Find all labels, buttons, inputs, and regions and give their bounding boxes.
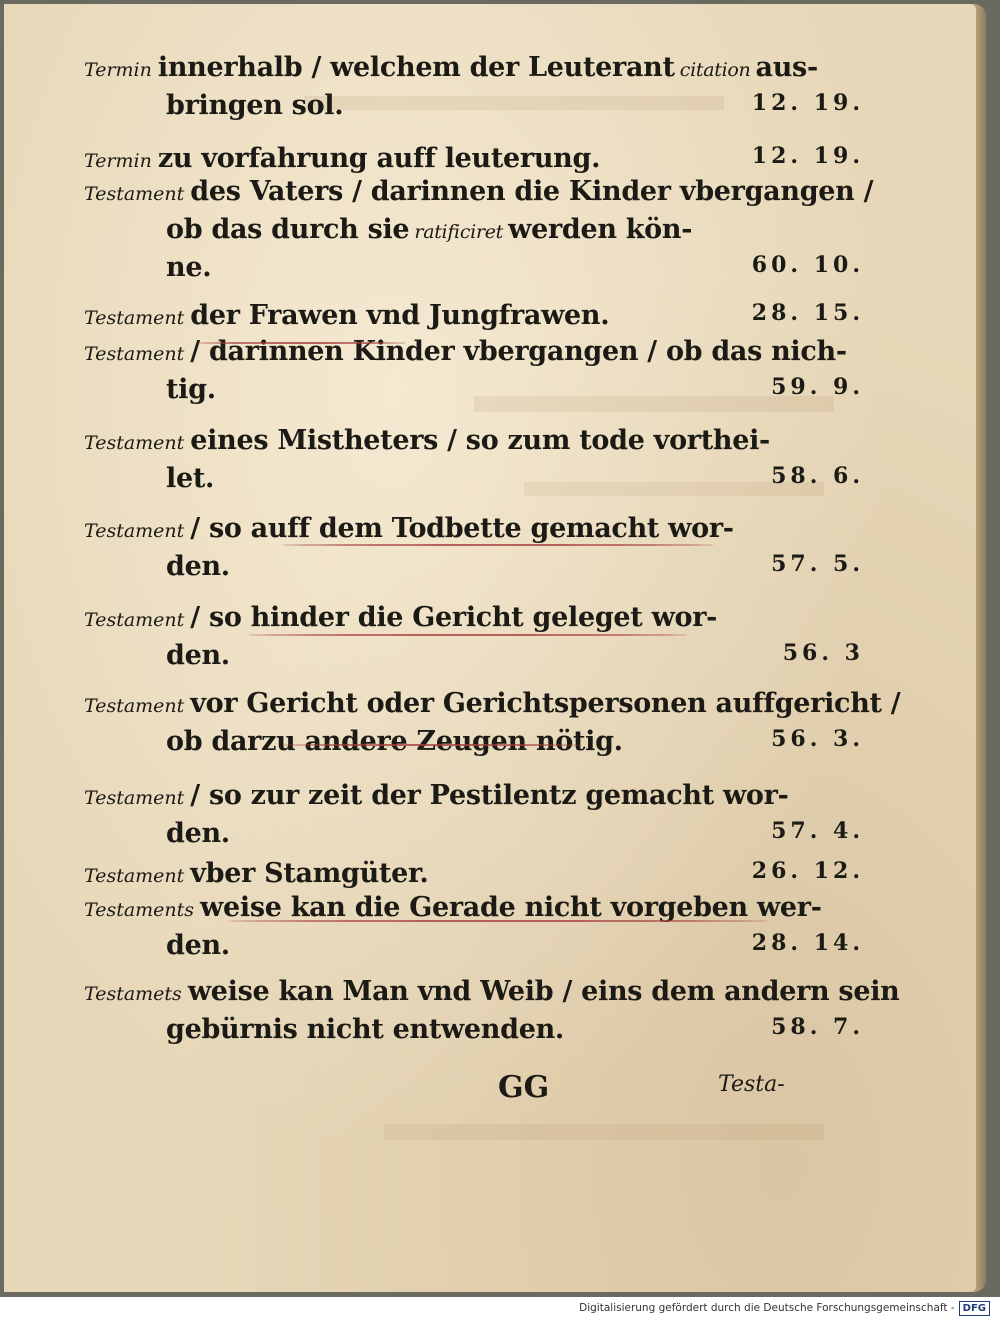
entry-text: eines Mistheters / so zum tode vorthei- [190,425,770,456]
entry-text: let. [166,463,215,494]
lemma: Testament [84,787,185,809]
page-reference: 56. 3. [771,726,864,752]
page-reference: 12. 19. [751,90,864,116]
entry-text: vber Stamgüter. [190,858,429,889]
footer-text: Digitalisierung gefördert durch die Deutsche Forschungsgemeinschaft - [579,1302,955,1314]
entry-text: / so zur zeit der Pestilentz gemacht wor- [190,780,789,811]
index-entry [84,892,864,968]
entry-text: zu vorfahrung auff leuterung. [157,143,601,174]
catchword: Testa- [718,1072,785,1097]
red-underline [282,744,582,746]
lemma: Termin [84,59,152,81]
page-reference: 59. 9. [771,374,864,400]
entry-line [84,252,864,290]
entry-text: gebürnis nicht entwenden. [166,1014,565,1045]
index-entry [84,336,864,412]
entry-text: den. [166,930,230,961]
entry-text: ob das durch sie [166,214,410,245]
signature-mark: GG [498,1070,550,1105]
entry-line [84,1014,864,1052]
lemma: Testament [84,343,185,365]
entry-text: bringen sol. [166,90,344,121]
entry-text: weise kan die Gerade nicht vorgeben wer- [200,892,822,923]
entry-line [84,425,864,463]
entry-text: den. [166,818,230,849]
entry-line [84,892,864,930]
entry-line [84,780,864,818]
index-entry [84,300,864,338]
page-reference: 26. 12. [751,858,864,884]
entry-line [84,176,874,214]
entry-text: des Vaters / darinnen die Kinder vbergangen / [190,176,874,207]
page-reference: 57. 4. [771,818,864,844]
lemma: Testament [84,695,185,717]
index-entry [84,780,864,856]
entry-text-tail: werden kön- [508,214,693,245]
lemma: Testament [84,432,185,454]
index-entry [84,602,864,678]
entry-text: der Frawen vnd Jungfrawen. [190,300,610,331]
page-reference: 28. 15. [751,300,864,326]
index-entry [84,52,864,128]
entry-text: den. [166,640,230,671]
index-entry [84,425,864,501]
index-entry [84,688,901,764]
entry-text: ob darzu andere Zeugen nötig. [166,726,623,757]
page-reference: 12. 19. [751,143,864,169]
lemma: Testament [84,609,185,631]
entry-line [84,214,864,252]
lemma: Termin [84,150,152,172]
entry-line [84,688,901,726]
dfg-logo: DFG [959,1301,990,1316]
red-underline [248,634,688,636]
page-reference: 58. 6. [771,463,864,489]
entry-line [84,374,864,412]
entry-text: vor Gericht oder Gerichtspersonen auffgericht / [190,688,901,719]
red-underline [228,920,768,922]
red-underline [282,544,714,546]
lemma: Testament [84,307,185,329]
entry-line [84,818,864,856]
entry-text: / so auff dem Todbette gemacht wor- [190,513,734,544]
entry-line [84,52,864,90]
entry-line [84,930,864,968]
entry-text: innerhalb / welchem der Leuterant [157,52,675,83]
entry-text: weise kan Man vnd Weib / eins dem andern sein [187,976,900,1007]
show-through-stain [384,1124,824,1140]
entry-text: tig. [166,374,216,405]
entry-line [84,300,864,338]
red-underline [196,342,406,344]
lemma: Testament [84,865,185,887]
lemma: Testaments [84,899,195,921]
index-entry [84,858,864,896]
index-entry [84,176,874,290]
page-reference: 60. 10. [751,252,864,278]
latin-word: ratificiret [414,221,504,243]
entry-line [84,551,864,589]
lemma: Testament [84,183,185,205]
entry-line [84,858,864,896]
page-reference: 56. 3 [782,640,864,666]
entry-line [84,463,864,501]
page-reference: 57. 5. [771,551,864,577]
latin-word: citation [679,59,751,81]
entry-text-tail: aus- [755,52,818,83]
index-entry [84,513,864,589]
digitization-footer [579,1300,990,1317]
index-entry [84,976,900,1052]
page-reference: 28. 14. [751,930,864,956]
entry-line [84,640,864,678]
lemma: Testament [84,520,185,542]
entry-text: / so hinder die Gericht geleget wor- [190,602,718,633]
entry-text: ne. [166,252,212,283]
page-reference: 58. 7. [771,1014,864,1040]
entry-text: den. [166,551,230,582]
lemma: Testamets [84,983,182,1005]
entry-text: / darinnen Kinder vbergangen / ob das nich- [190,336,847,367]
entry-line [84,976,900,1014]
entry-line [84,90,864,128]
